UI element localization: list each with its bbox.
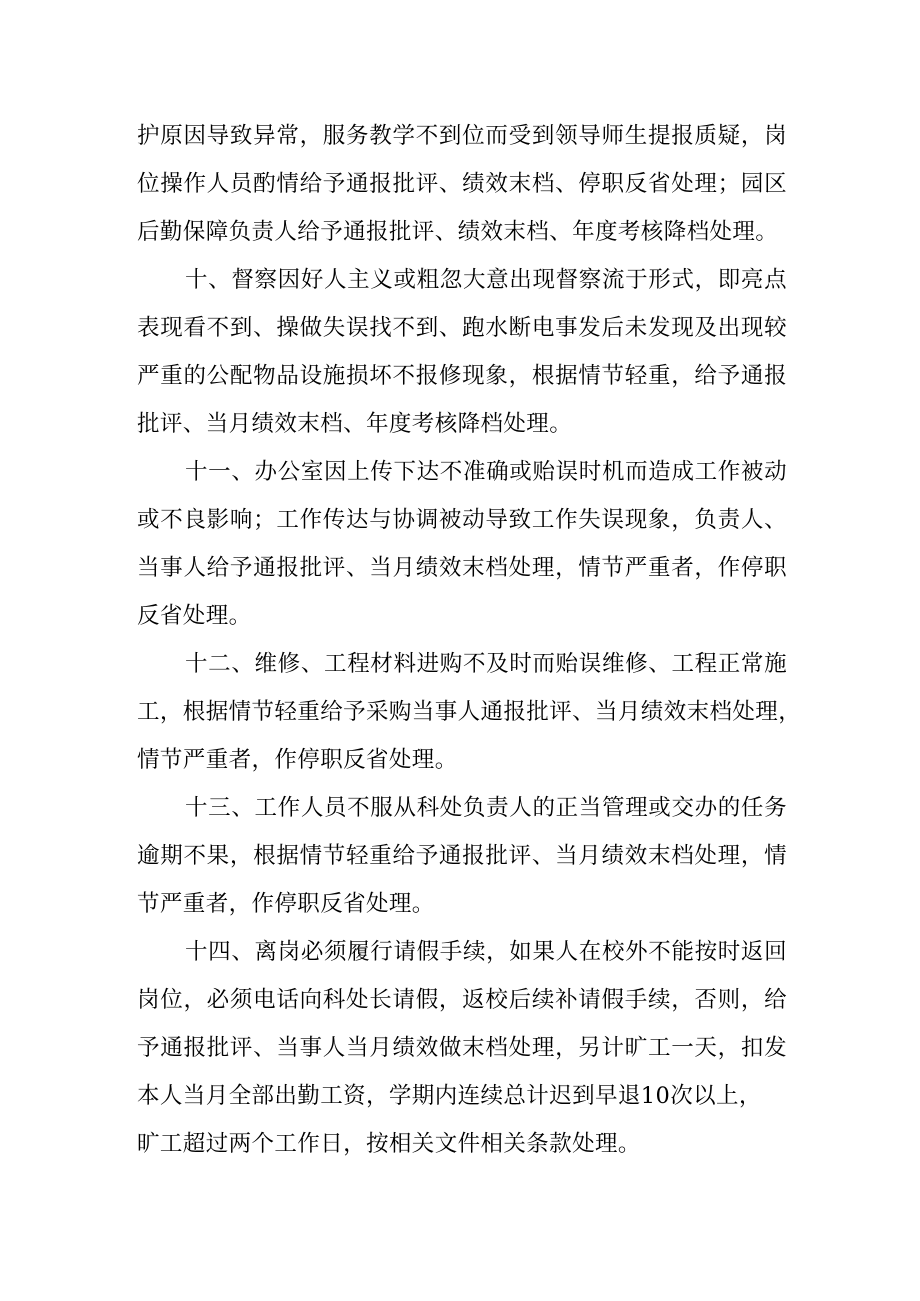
paragraph-1 [137,112,787,256]
text-line: 本人当月全部出勤工资，学期内连续总计迟到早退10次以上， [137,1083,762,1109]
text-line: 工，根据情节轻重给予采购当事人通报批评、当月绩效末档处理， [137,699,802,725]
paragraph-12 [137,640,802,784]
text-line: 岗位，必须电话向科处长请假，返校后续补请假手续，否则，给 [137,987,787,1013]
text-line: 十一、办公室因上传下达不准确或贻误时机而造成工作被动 [185,459,787,485]
text-line: 十三、工作人员不服从科处负责人的正当管理或交办的任务 [185,795,787,821]
text-line: 或不良影响；工作传达与协调被动导致工作失误现象，负责人、 [137,507,787,533]
paragraph-14 [137,928,787,1168]
paragraph-11 [137,448,787,640]
paragraph-10 [137,256,787,448]
text-line: 批评、当月绩效末档、年度考核降档处理。 [137,411,573,437]
text-line: 情节严重者，作停职反省处理。 [137,747,458,773]
text-line: 位操作人员酌情给予通报批评、绩效末档、停职反省处理；园区 [137,171,787,197]
text-line: 十二、维修、工程材料进购不及时而贻误维修、工程正常施 [185,651,787,677]
paragraph-13 [137,784,787,928]
text-line: 节严重者，作停职反省处理。 [137,891,435,917]
text-line: 反省处理。 [137,603,252,629]
text-line: 表现看不到、操做失误找不到、跑水断电事发后未发现及出现较 [137,315,787,341]
text-line: 予通报批评、当事人当月绩效做末档处理，另计旷工一天，扣发 [137,1035,787,1061]
document-body [137,112,802,1168]
text-line: 十四、离岗必须履行请假手续，如果人在校外不能按时返回 [185,939,787,965]
text-line: 逾期不果，根据情节轻重给予通报批评、当月绩效末档处理，情 [137,843,787,869]
text-line: 护原因导致异常，服务教学不到位而受到领导师生提报质疑，岗 [137,123,787,149]
text-line: 当事人给予通报批评、当月绩效末档处理，情节严重者，作停职 [137,555,787,581]
text-line: 旷工超过两个工作日，按相关文件相关条款处理。 [137,1131,641,1157]
text-line: 十、督察因好人主义或粗忽大意出现督察流于形式，即亮点 [185,267,787,293]
text-line: 后勤保障负责人给予通报批评、绩效末档、年度考核降档处理。 [137,219,779,245]
text-line: 严重的公配物品设施损坏不报修现象，根据情节轻重，给予通报 [137,363,787,389]
